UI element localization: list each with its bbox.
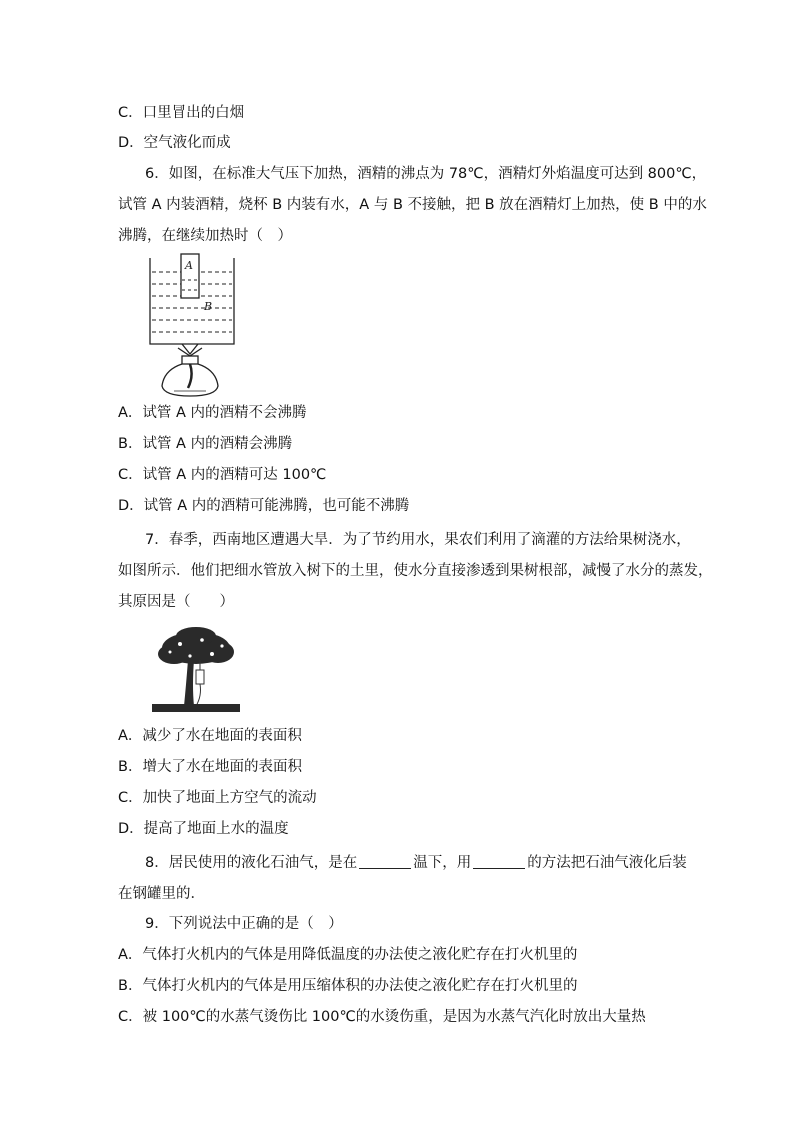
question-6-text: 试管 A 内装酒精，烧杯 B 内装有水，A 与 B 不接触，把 B 放在酒精灯上加热，使 B 中的水 bbox=[118, 197, 707, 213]
option-text: A．试管 A 内的酒精不会沸腾 bbox=[118, 405, 307, 421]
option-text: C．试管 A 内的酒精可达 100℃ bbox=[118, 467, 327, 483]
option-text: C．口里冒出的白烟 bbox=[118, 105, 245, 121]
label-b: B bbox=[204, 300, 213, 313]
q8-part3: 的方法把石油气液化后装 bbox=[527, 855, 687, 871]
option-text: B．气体打火机内的气体是用压缩体积的办法使之液化贮存在打火机里的 bbox=[118, 978, 578, 994]
option-text: D．提高了地面上水的温度 bbox=[118, 821, 289, 837]
option-text: A．气体打火机内的气体是用降低温度的办法使之液化贮存在打火机里的 bbox=[118, 947, 578, 963]
question-7-text: 其原因是（ ） bbox=[118, 594, 234, 610]
option-text: D．试管 A 内的酒精可能沸腾，也可能不沸腾 bbox=[118, 498, 410, 514]
option-text: C．被 100℃的水蒸气烫伤比 100℃的水烫伤重，是因为水蒸气汽化时放出大量热 bbox=[118, 1009, 646, 1025]
answer-blank[interactable] bbox=[359, 853, 411, 869]
question-7-text: 如图所示．他们把细水管放入树下的土里，使水分直接渗透到果树根部，减慢了水分的蒸发， bbox=[118, 563, 713, 579]
question-6-text: 沸腾，在继续加热时（ ） bbox=[118, 228, 292, 244]
answer-blank[interactable] bbox=[473, 853, 525, 869]
option-text: B．试管 A 内的酒精会沸腾 bbox=[118, 436, 293, 452]
question-8-text: 在钢罐里的． bbox=[118, 886, 205, 902]
option-text: C．加快了地面上方空气的流动 bbox=[118, 790, 317, 806]
tree-drip-figure bbox=[150, 626, 242, 714]
question-9-text: 9．下列说法中正确的是（ ） bbox=[145, 916, 343, 932]
label-a: A bbox=[185, 259, 193, 272]
beaker-lamp-figure bbox=[144, 252, 244, 402]
question-8-text bbox=[145, 853, 687, 873]
option-text: D．空气液化而成 bbox=[118, 135, 231, 151]
option-text: B．增大了水在地面的表面积 bbox=[118, 759, 302, 775]
q8-part2: 温下，用 bbox=[413, 855, 472, 871]
option-text: A．减少了水在地面的表面积 bbox=[118, 728, 302, 744]
question-7-text: 7．春季，西南地区遭遇大旱．为了节约用水，果农们利用了滴灌的方法给果树浇水， bbox=[145, 532, 691, 548]
q8-part1: 8．居民使用的液化石油气，是在 bbox=[145, 855, 358, 871]
question-6-text: 6．如图，在标准大气压下加热，酒精的沸点为 78℃，酒精灯外焰温度可达到 800℃， bbox=[145, 166, 707, 182]
